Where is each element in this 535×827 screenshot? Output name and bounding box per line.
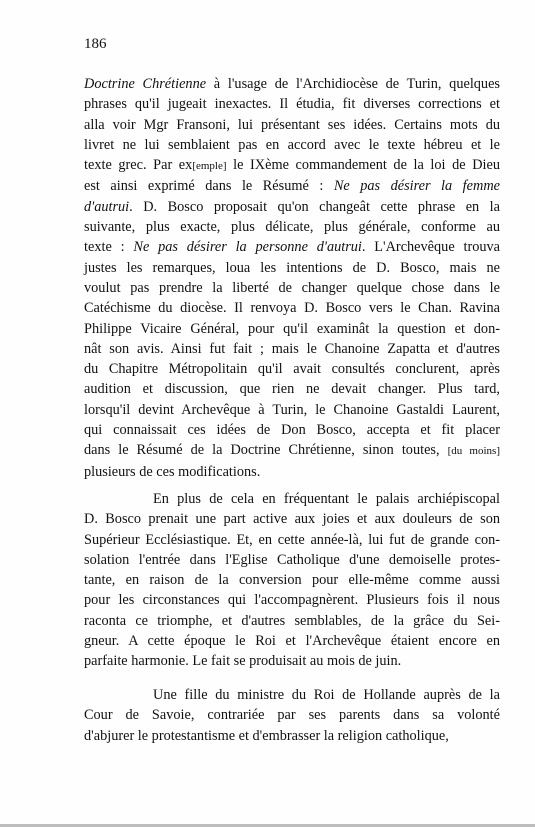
text-run: parfaite harmonie. Le fait se produisait au mois de juin.	[84, 653, 402, 670]
text-line	[84, 509, 500, 529]
text-run: audition et discussion, que rien ne devait changer. Plus tard,	[84, 381, 500, 398]
text-run: Philippe Vicaire Général, pour qu'il examinât la question et don-	[84, 320, 500, 337]
text-run: raconta ce triomphe, et d'autres semblables, de la grâce du Sei-	[84, 612, 500, 629]
text-run: dans le Résumé de la Doctrine Chrétienne, sinon toutes,	[84, 442, 448, 459]
text-line	[84, 359, 500, 379]
text-run: justes les remarques, loua les intentions de D. Bosco, mais ne	[84, 259, 500, 276]
text-line	[84, 94, 500, 114]
text-line	[84, 135, 500, 155]
text-line	[84, 705, 500, 725]
text-run: voulut pas prendre la liberté de changer quelque chose dans le	[84, 279, 500, 296]
text-line	[84, 440, 500, 461]
text-run: le IXème commandement de la loi de Dieu	[226, 157, 501, 174]
text-run: suivante, plus exacte, plus délicate, plus générale, conforme au	[84, 219, 500, 236]
text-line	[84, 462, 500, 482]
text-line	[84, 611, 500, 631]
text-line	[84, 298, 500, 318]
text-line	[84, 379, 500, 399]
text-run: nât son avis. Ainsi fut fait ; mais le Chanoine Zapatta et d'autres	[84, 340, 500, 357]
text-line	[84, 258, 500, 278]
italic-text: Doctrine Chrétienne	[84, 76, 207, 92]
paragraph-2	[84, 489, 500, 672]
text-run: lorsqu'il devint Archevêque à Turin, le Chanoine Gastaldi Laurent,	[84, 401, 500, 418]
paragraph-1	[84, 74, 500, 482]
text-run: gneur. A cette époque le Roi et l'Archevêque étaient encore en	[84, 633, 500, 650]
text-line	[84, 590, 500, 610]
text-line	[84, 530, 500, 550]
text-run: pour les circonstances qui l'accompagnèrent. Plusieurs fois il nous	[84, 592, 500, 609]
text-line	[84, 420, 500, 440]
text-run: Cour de Savoie, contrariée par ses parents dans sa volonté	[84, 707, 500, 724]
italic-text: Ne pas désirer la femme	[333, 178, 500, 195]
text-run: tante, en raison de la conversion pour elle-même comme aussi	[84, 572, 500, 589]
text-run: Une fille du ministre du Roi de Hollande auprès de la	[153, 687, 500, 703]
text-line	[84, 176, 500, 196]
text-run: texte grec. Par ex	[84, 157, 193, 174]
text-line	[84, 115, 500, 135]
text-run: . D. Bosco proposait qu'on changeât cette phrase en la	[129, 198, 500, 215]
editorial-insertion: [emple]	[192, 160, 227, 173]
paragraph-3	[84, 685, 500, 746]
text-line	[84, 278, 500, 298]
text-run: plusieurs de ces modifications.	[84, 463, 261, 480]
text-run: alla voir Mgr Fransoni, lui présentant ses idées. Certains mots du	[84, 116, 500, 133]
text-line	[84, 400, 500, 420]
text-line	[84, 726, 500, 746]
text-run: livret ne lui semblaient pas en accord avec le texte hébreu et le	[84, 136, 500, 153]
text-run: solation l'entrée dans l'Eglise Catholique d'une demoiselle protes-	[84, 551, 500, 568]
text-run: qui connaissait ces idées de Don Bosco, accepta et fit placer	[84, 422, 500, 439]
text-line	[84, 319, 500, 339]
text-run: D. Bosco prenait une part active aux joies et aux douleurs de son	[84, 511, 500, 528]
text-line	[84, 74, 500, 94]
text-run: Supérieur Ecclésiastique. Et, en cette année-là, lui fut de grande con-	[84, 531, 500, 548]
italic-text: d'autrui	[84, 198, 130, 215]
text-line	[84, 197, 500, 217]
text-line	[84, 489, 500, 509]
text-line	[84, 237, 500, 257]
text-run: d'abjurer le protestantisme et d'embrasser la religion catholique,	[84, 727, 449, 744]
page-number: 186	[84, 36, 107, 52]
text-run: texte :	[84, 239, 134, 256]
text-line	[84, 155, 500, 176]
text-run: . L'Archevêque trouva	[361, 239, 501, 256]
text-run: du Chapitre Métropolitain qu'il avait consultés conclurent, après	[84, 361, 500, 378]
text-line	[84, 685, 500, 705]
text-line	[84, 570, 500, 590]
text-run: à l'usage de l'Archidiocèse de Turin, quelques	[206, 76, 500, 92]
text-run: phrases qu'il jugeait inexactes. Il étudia, fit diverses corrections et	[84, 96, 500, 113]
text-line	[84, 550, 500, 570]
editorial-insertion: [du moins]	[447, 445, 500, 458]
text-run: Catéchisme du diocèse. Il renvoya D. Bosco vers le Chan. Ravina	[84, 300, 500, 317]
text-run: En plus de cela en fréquentant le palais archiépiscopal	[153, 491, 500, 507]
text-line	[84, 339, 500, 359]
text-line	[84, 651, 500, 671]
text-line	[84, 631, 500, 651]
text-run: est ainsi exprimé dans le Résumé :	[84, 178, 334, 195]
text-line	[84, 217, 500, 237]
italic-text: Ne pas désirer la personne d'autrui	[133, 239, 362, 256]
